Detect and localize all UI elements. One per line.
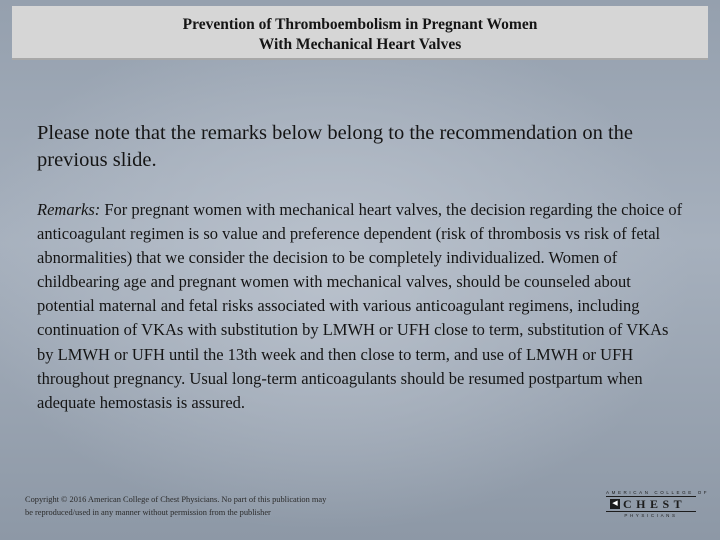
copyright-line-2: be reproduced/used in any manner without permission from the publisher	[25, 507, 271, 517]
copyright-notice	[25, 494, 405, 519]
remarks-text: For pregnant women with mechanical heart valves, the decision regarding the choice of anticoagulant regimen is so value and preference dependent (risk of thrombosis vs risk of fetal abnormalities) that we consider the decision to be completely individualized. Women of childbearing age and pregnant women with mechanical valves, should be counseled about potential maternal and fetal risks associated with various anticoagulant regimens, including continuation of VKAs with substitution by LMWH or UFH close to term, substitution of VKAs by LMWH or UFH until the 13th week and then close to term, and use of LMWH or UFH throughout pregnancy. Usual long-term anticoagulants should be resumed postpartum when adequate hemostasis is assured.	[37, 200, 683, 412]
logo-wordmark: CHEST	[623, 497, 687, 511]
logo-bottom-text: PHYSICIANS	[624, 513, 678, 518]
remarks-label: Remarks:	[37, 200, 101, 219]
slide-title-line-2: With Mechanical Heart Valves	[258, 36, 462, 53]
logo-top-text: AMERICAN COLLEGE OF	[606, 490, 710, 495]
copyright-line-1: Copyright © 2016 American College of Chest Physicians. No part of this publication may	[25, 495, 327, 504]
logo-bottom-rule	[606, 511, 696, 512]
remarks-paragraph	[37, 198, 687, 415]
note-paragraph: Please note that the remarks below belong to the recommendation on the previous slide.	[37, 122, 634, 171]
slide-title-line-1: Prevention of Thromboembolism in Pregnant Women	[182, 16, 538, 33]
title-bar	[12, 6, 708, 60]
logo-arrow-icon: ◀	[610, 499, 620, 509]
chest-logo	[606, 490, 710, 518]
